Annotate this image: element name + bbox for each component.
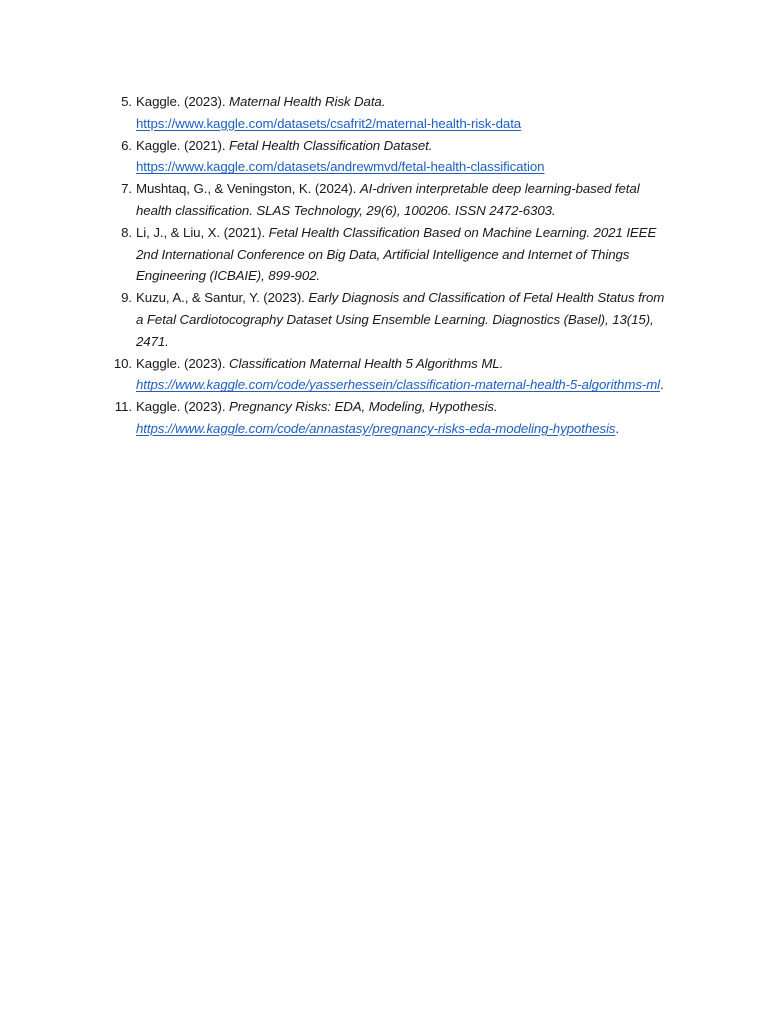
reference-link[interactable]: https://www.kaggle.com/code/annastasy/pregnancy-risks-eda-modeling-hypothesis (136, 420, 616, 436)
reference-title: Fetal Health Classification Based on Machine Learning. 2021 IEEE 2nd International Conference on Big Data, Artificial Intelligence and Internet of Things Engineering (ICBAIE), 899-902. (136, 224, 657, 284)
reference-item (104, 287, 672, 352)
reference-authors: Kaggle. (2023). (136, 94, 230, 109)
reference-item (104, 91, 672, 135)
reference-item (104, 222, 672, 287)
reference-number: 5. (121, 94, 132, 109)
reference-title: Classification Maternal Health 5 Algorithms ML. (229, 355, 504, 371)
reference-title: Fetal Health Classification Dataset. (229, 137, 433, 153)
reference-authors: Mushtaq, G., & Veningston, K. (2024). (136, 181, 360, 197)
reference-number: 7. (121, 181, 132, 197)
reference-number: 11. (114, 399, 132, 415)
reference-number: 10. (113, 355, 132, 371)
reference-title: Pregnancy Risks: EDA, Modeling, Hypothesis. (229, 399, 498, 415)
reference-number: 8. (121, 224, 132, 240)
reference-authors: Kaggle. (2021). (136, 137, 230, 153)
reference-title: Early Diagnosis and Classification of Fetal Health Status from a Fetal Cardiotocography Dataset Using Ensemble Learning. Diagnostics (Basel), 13(15), 2471. (136, 290, 665, 349)
reference-item (104, 396, 672, 440)
reference-trailing-period: . (615, 420, 619, 436)
reference-list (104, 91, 672, 440)
reference-item (104, 353, 672, 397)
reference-authors: Kuzu, A., & Santur, Y. (2023). (136, 290, 309, 306)
reference-trailing-period: . (660, 377, 664, 393)
reference-number: 6. (121, 137, 132, 153)
reference-link[interactable]: https://www.kaggle.com/datasets/csafrit2/maternal-health-risk-data (136, 115, 522, 131)
reference-link[interactable]: https://www.kaggle.com/code/yasserhessein/classification-maternal-health-5-algorithms-ml (136, 377, 661, 393)
reference-item (104, 135, 672, 179)
reference-number: 9. (121, 290, 132, 306)
reference-authors: Kaggle. (2023). (136, 355, 230, 371)
reference-title: AI-driven interpretable deep learning-based fetal health classification. SLAS Technology, 29(6), 100206. ISSN 2472-6303. (136, 181, 640, 218)
reference-authors: Kaggle. (2023). (136, 399, 230, 415)
reference-item (104, 178, 672, 222)
reference-title: Maternal Health Risk Data. (229, 94, 386, 109)
reference-link[interactable]: https://www.kaggle.com/datasets/andrewmvd/fetal-health-classification (136, 159, 545, 175)
reference-authors: Li, J., & Liu, X. (2021). (136, 224, 269, 240)
